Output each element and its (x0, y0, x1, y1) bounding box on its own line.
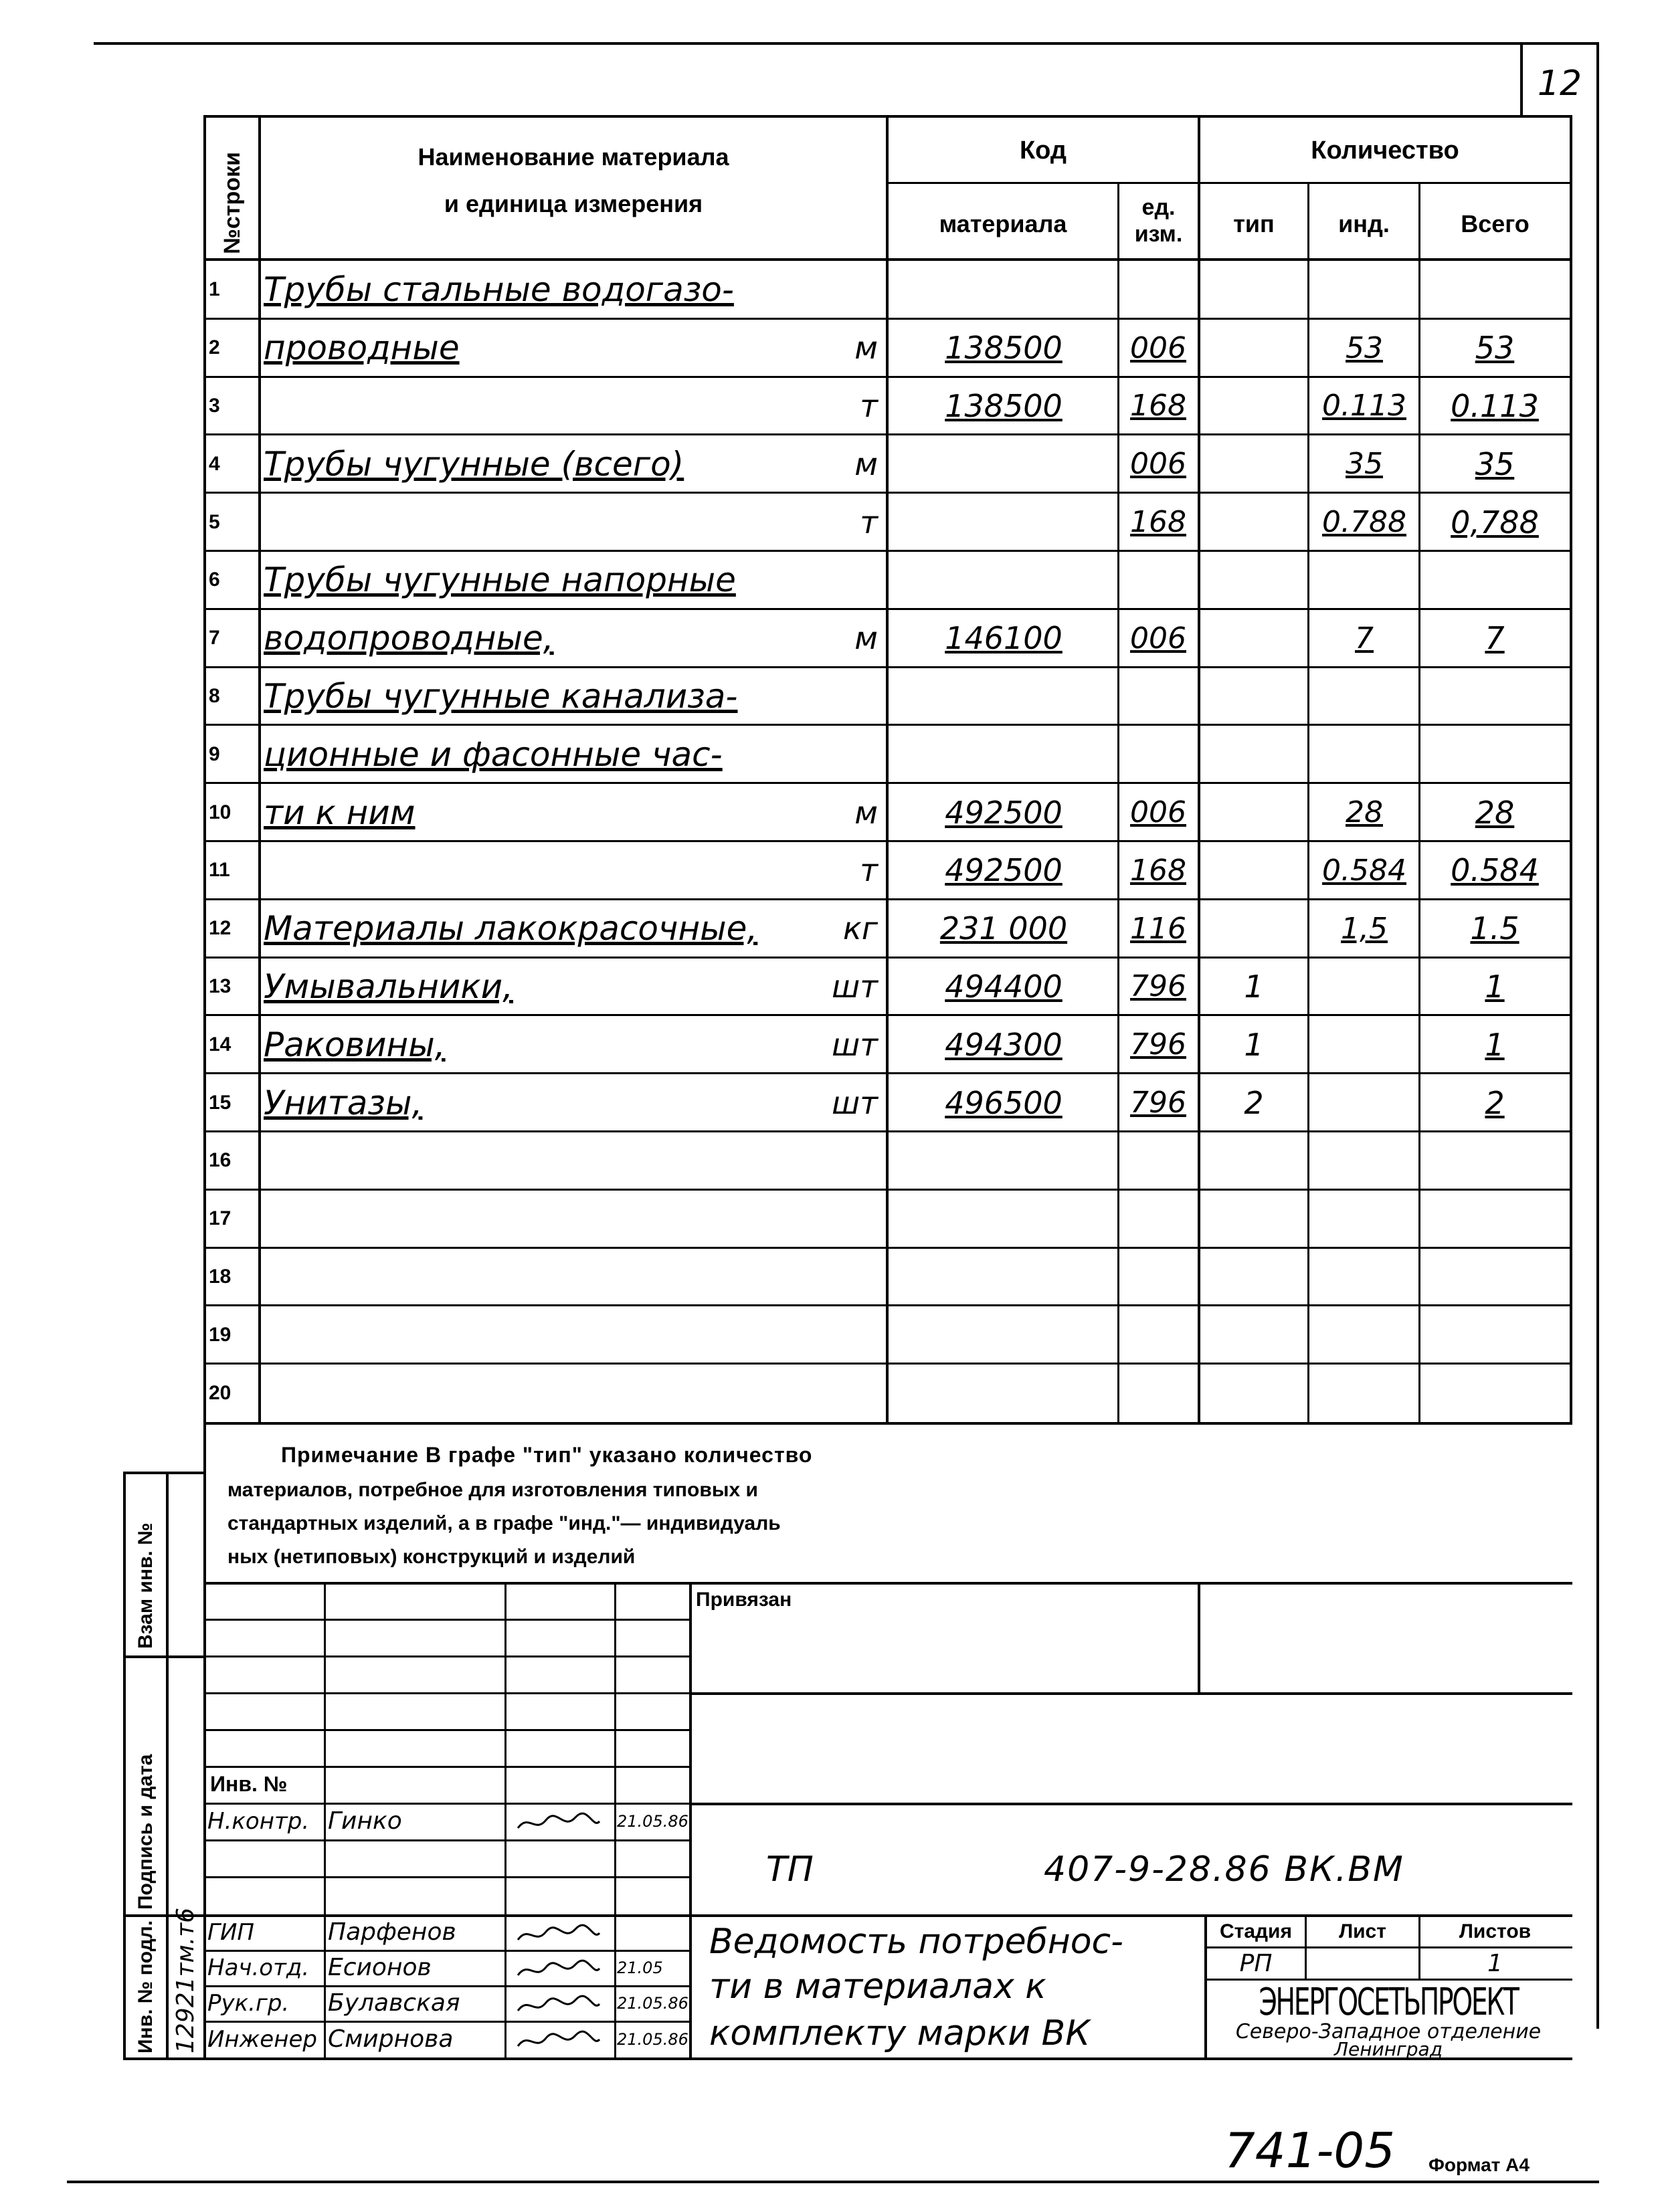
copy-number: 741-05 (1224, 2122, 1396, 2179)
row-name: Унитазы, (264, 1083, 423, 1122)
row-name: Раковины, (264, 1025, 446, 1064)
row-number: 5 (209, 510, 220, 533)
row-unit-code (1120, 261, 1196, 319)
header-row-number: №строки (219, 152, 245, 254)
row-type (1202, 1248, 1306, 1306)
org-name: ЭНЕРГОСЕТЬПРОЕКТ (1259, 1980, 1518, 2024)
org-branch: Северо-Западное отделение (1235, 2019, 1542, 2043)
row-unit (803, 1306, 878, 1364)
header-unit-line1: ед. (1141, 194, 1176, 220)
row-number: 10 (209, 801, 232, 823)
row-code (890, 1364, 1117, 1422)
row-unit: т (860, 852, 878, 889)
format-label: Формат А4 (1428, 2154, 1530, 2175)
row-unit-code: 006 (1130, 447, 1186, 482)
signer-date: 21.05 (617, 1958, 663, 1977)
row-unit-code: 116 (1130, 911, 1186, 946)
row-total: 0.584 (1451, 852, 1539, 889)
row-code: 138500 (945, 330, 1063, 367)
row-unit-code (1120, 1132, 1196, 1190)
note-line-3: стандартных изделий, а в графе "инд."— индивидуаль (227, 1512, 781, 1534)
signer-name: Булавская (328, 1989, 460, 2017)
row-code: 492500 (945, 794, 1063, 831)
row-total (1421, 551, 1568, 609)
row-number: 15 (209, 1091, 232, 1114)
row-name (264, 1132, 812, 1190)
signer-date: 21.05.86 (617, 1811, 688, 1831)
row-unit (803, 261, 878, 319)
row-unit: м (854, 794, 878, 831)
row-name (264, 1248, 812, 1306)
doc-title-line1: Ведомость потребнос- (709, 1922, 1123, 1962)
row-type (1202, 668, 1306, 726)
row-type (1202, 1190, 1306, 1248)
row-total (1421, 668, 1568, 726)
row-ind: 53 (1346, 330, 1383, 365)
row-number: 8 (209, 684, 220, 707)
row-code (890, 725, 1117, 783)
row-unit: шт (832, 1084, 878, 1121)
row-type (1202, 319, 1306, 377)
row-total: 28 (1475, 794, 1515, 831)
row-unit (803, 551, 878, 609)
row-total: 53 (1475, 330, 1515, 367)
row-total (1421, 725, 1568, 783)
row-total: 35 (1475, 445, 1515, 482)
doc-number: 407-9-28.86 ВК.ВМ (1044, 1849, 1404, 1890)
stage-value: РП (1239, 1949, 1273, 1977)
row-total: 1 (1485, 1026, 1505, 1063)
sheets-value: 1 (1487, 1949, 1503, 1977)
row-number: 6 (209, 569, 220, 591)
row-unit (803, 725, 878, 783)
row-code (890, 1248, 1117, 1306)
signature-icon (515, 1993, 602, 2020)
row-number: 18 (209, 1265, 232, 1288)
row-number: 1 (209, 278, 220, 301)
row-ind (1310, 1132, 1418, 1190)
row-ind (1310, 551, 1418, 609)
row-code: 494400 (945, 968, 1063, 1005)
row-unit (803, 668, 878, 726)
header-total: Всего (1461, 210, 1530, 237)
row-unit-code: 796 (1130, 1086, 1186, 1120)
row-type (1202, 1364, 1306, 1422)
row-name: Трубы чугунные канализа- (264, 676, 738, 716)
row-total: 1 (1485, 968, 1505, 1005)
signer-role: Н.контр. (207, 1807, 310, 1835)
row-type (1202, 1306, 1306, 1364)
row-total (1421, 1190, 1568, 1248)
row-ind (1310, 668, 1418, 726)
row-ind: 28 (1346, 795, 1383, 830)
row-ind (1310, 1306, 1418, 1364)
row-type (1202, 493, 1306, 551)
row-unit (803, 1132, 878, 1190)
row-unit-code: 168 (1130, 505, 1186, 540)
side-inv-number: 12921тм.т6 (172, 1908, 199, 2053)
row-unit: шт (832, 1026, 878, 1063)
row-name: водопроводные, (264, 619, 554, 658)
row-unit-code: 796 (1130, 969, 1186, 1004)
row-name (264, 1306, 812, 1364)
row-number: 11 (209, 859, 230, 882)
row-number: 13 (209, 975, 232, 997)
row-name (264, 1364, 812, 1422)
row-type: 1 (1244, 1026, 1264, 1063)
row-unit-code: 168 (1130, 853, 1186, 888)
row-type (1202, 435, 1306, 493)
row-unit-code: 168 (1130, 389, 1186, 423)
row-number: 16 (209, 1149, 232, 1172)
row-total: 0,788 (1451, 504, 1539, 540)
row-number: 20 (209, 1381, 232, 1404)
row-number: 12 (209, 917, 232, 940)
row-total: 1.5 (1470, 910, 1519, 947)
row-type: 2 (1244, 1084, 1264, 1121)
row-code (890, 261, 1117, 319)
header-material: материала (939, 210, 1067, 237)
row-total: 0.113 (1451, 387, 1539, 424)
sheets-label: Листов (1459, 1920, 1532, 1942)
row-unit: м (854, 445, 878, 482)
doc-title-line2: ти в материалах к (709, 1967, 1046, 2007)
row-total (1421, 1364, 1568, 1422)
signer-date (617, 1914, 688, 1950)
row-number: 14 (209, 1033, 232, 1055)
row-name (264, 1190, 812, 1248)
row-total (1421, 261, 1568, 319)
row-number: 9 (209, 742, 220, 765)
doc-title-line3: комплекту марки ВК (709, 2013, 1091, 2053)
row-ind: 0.584 (1322, 853, 1406, 888)
header-name-line2: и единица измерения (444, 190, 703, 217)
row-type (1202, 783, 1306, 841)
row-code (890, 668, 1117, 726)
signer-name: Парфенов (328, 1918, 456, 1946)
row-ind (1310, 1364, 1418, 1422)
row-name: Трубы чугунные напорные (264, 561, 736, 600)
row-ind: 7 (1355, 621, 1374, 656)
stamp-privyazan: Привязан (696, 1589, 792, 1611)
row-unit-code (1120, 1248, 1196, 1306)
stage-label: Стадия (1219, 1920, 1293, 1942)
row-unit-code (1120, 551, 1196, 609)
signature-icon (515, 1958, 602, 1985)
note-line-4: ных (нетиповых) конструкций и изделий (227, 1546, 636, 1568)
note-line-2: материалов, потребное для изготовления типовых и (227, 1479, 758, 1501)
header-type: тип (1233, 210, 1275, 237)
row-type (1202, 900, 1306, 958)
header-unit-line2: изм. (1134, 221, 1183, 247)
row-name: ционные и фасонные час- (264, 734, 723, 774)
row-ind: 35 (1346, 447, 1383, 482)
row-code (890, 551, 1117, 609)
row-name (264, 841, 812, 900)
signature-icon (515, 1922, 602, 1949)
row-code (890, 1306, 1117, 1364)
row-type (1202, 1132, 1306, 1190)
row-code (890, 435, 1117, 493)
row-unit-code (1120, 1306, 1196, 1364)
row-code: 496500 (945, 1084, 1063, 1121)
row-number: 7 (209, 627, 220, 649)
row-ind (1310, 1248, 1418, 1306)
row-total (1421, 1248, 1568, 1306)
row-unit: кг (843, 910, 878, 947)
signer-role: Нач.отд. (207, 1954, 310, 1981)
header-code: Код (1019, 136, 1067, 165)
org-city: Ленинград (1333, 2037, 1443, 2060)
row-unit: т (860, 504, 878, 540)
row-total (1421, 1306, 1568, 1364)
row-ind: 1,5 (1341, 911, 1388, 946)
row-name (264, 377, 812, 435)
row-name: Материалы лакокрасочные, (264, 909, 758, 948)
row-type (1202, 609, 1306, 668)
stamp-inv-no: Инв. № (210, 1772, 288, 1796)
row-code: 492500 (945, 852, 1063, 889)
signer-date: 21.05.86 (617, 1993, 688, 2013)
signature-icon (515, 1811, 602, 1837)
row-code (890, 493, 1117, 551)
row-ind (1310, 1190, 1418, 1248)
row-unit (803, 1248, 878, 1306)
row-ind: 0.113 (1322, 389, 1406, 423)
header-name-line1: Наименование материала (418, 143, 729, 171)
signer-name: Есионов (328, 1954, 432, 1981)
row-code (890, 1132, 1117, 1190)
row-code: 494300 (945, 1026, 1063, 1063)
row-name: ти к ним (264, 793, 416, 832)
header-quantity: Количество (1311, 136, 1459, 165)
row-unit-code (1120, 1364, 1196, 1422)
signer-name: Смирнова (328, 2025, 454, 2053)
row-ind (1310, 261, 1418, 319)
row-unit: т (860, 387, 878, 424)
note-line-1: Примечание В графе "тип" указано количество (281, 1442, 813, 1467)
row-number: 2 (209, 336, 220, 359)
doc-prefix: ТП (766, 1849, 814, 1890)
sheet-label: Лист (1339, 1920, 1386, 1942)
row-unit-code (1120, 1190, 1196, 1248)
row-unit-code (1120, 725, 1196, 783)
row-number: 4 (209, 452, 220, 475)
row-total: 2 (1485, 1084, 1505, 1121)
signer-role: ГИП (207, 1918, 254, 1946)
row-unit-code: 796 (1130, 1027, 1186, 1062)
row-ind: 0.788 (1322, 505, 1406, 540)
row-code: 146100 (945, 620, 1063, 657)
row-total: 7 (1485, 620, 1505, 657)
row-code (890, 1190, 1117, 1248)
row-unit (803, 1190, 878, 1248)
side-label-podpis: Подпись и дата (134, 1754, 157, 1910)
row-ind (1310, 725, 1418, 783)
row-unit: м (854, 330, 878, 367)
page-number: 12 (1537, 64, 1582, 104)
row-name: проводные (264, 328, 460, 368)
row-unit-code: 006 (1130, 621, 1186, 656)
row-name (264, 493, 812, 551)
row-unit: шт (832, 968, 878, 1005)
row-unit-code: 006 (1130, 795, 1186, 830)
row-total (1421, 1132, 1568, 1190)
row-name: Умывальники, (264, 967, 513, 1006)
row-number: 3 (209, 394, 220, 417)
header-ind: инд. (1338, 210, 1390, 237)
row-type (1202, 841, 1306, 900)
row-code: 231 000 (939, 910, 1068, 947)
row-ind (1310, 1074, 1418, 1132)
signature-icon (515, 2029, 602, 2055)
row-type: 1 (1244, 968, 1264, 1005)
signer-role: Рук.гр. (207, 1989, 290, 2017)
signer-date: 21.05.86 (617, 2029, 688, 2049)
row-number: 19 (209, 1323, 232, 1346)
row-unit-code (1120, 668, 1196, 726)
signer-role: Инженер (207, 2025, 317, 2053)
row-number: 17 (209, 1207, 232, 1230)
row-unit (803, 1364, 878, 1422)
row-ind (1310, 958, 1418, 1016)
row-code: 138500 (945, 387, 1063, 424)
side-label-vzam: Взам инв. № (134, 1522, 157, 1649)
row-type (1202, 725, 1306, 783)
row-type (1202, 551, 1306, 609)
row-name: Трубы чугунные (всего) (264, 444, 684, 484)
row-ind (1310, 1015, 1418, 1074)
row-type (1202, 377, 1306, 435)
row-type (1202, 261, 1306, 319)
signer-name: Гинко (328, 1807, 402, 1835)
row-unit: м (854, 620, 878, 657)
row-unit-code: 006 (1130, 330, 1186, 365)
row-name: Трубы стальные водогазо- (264, 270, 734, 310)
side-label-inv-podl: Инв. № подл. (134, 1920, 157, 2053)
